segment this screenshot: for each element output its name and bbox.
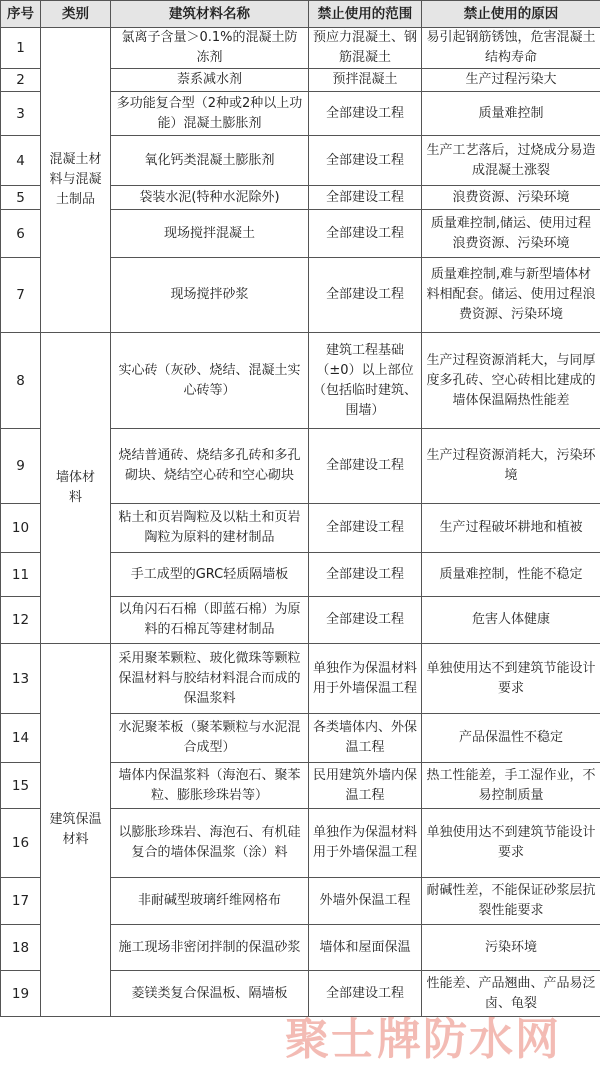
header-category: 类别 [41, 1, 111, 28]
prohibited-reason: 生产过程资源消耗大，与同厚度多孔砖、空心砖相比建成的墙体保温隔热性能差 [422, 333, 600, 429]
header-scope: 禁止使用的范围 [309, 1, 422, 28]
row-no: 13 [1, 644, 41, 714]
prohibited-scope: 全部建设工程 [309, 597, 422, 644]
prohibited-reason: 浪费资源、污染环境 [422, 186, 600, 210]
prohibited-reason: 生产工艺落后，过烧成分易造成混凝土涨裂 [422, 136, 600, 186]
row-no: 17 [1, 878, 41, 925]
header-material-name: 建筑材料名称 [111, 1, 309, 28]
row-no: 4 [1, 136, 41, 186]
material-name: 氧化钙类混凝土膨胀剂 [111, 136, 309, 186]
row-no: 2 [1, 69, 41, 92]
watermark: 聚士牌防水网 [285, 1014, 561, 1065]
row-no: 14 [1, 714, 41, 763]
prohibited-scope: 各类墙体内、外保温工程 [309, 714, 422, 763]
material-name: 现场搅拌砂浆 [111, 258, 309, 333]
category-cell: 墙体材料 [41, 333, 111, 644]
row-no: 15 [1, 763, 41, 809]
prohibited-scope: 民用建筑外墙内保温工程 [309, 763, 422, 809]
material-name: 施工现场非密闭拌制的保温砂浆 [111, 925, 309, 971]
row-no: 19 [1, 971, 41, 1017]
row-no: 5 [1, 186, 41, 210]
material-name: 以角闪石石棉（即蓝石棉）为原料的石棉瓦等建材制品 [111, 597, 309, 644]
prohibited-reason: 耐碱性差，不能保证砂浆层抗裂性能要求 [422, 878, 600, 925]
row-no: 12 [1, 597, 41, 644]
table-row [1, 28, 600, 69]
material-name: 烧结普通砖、烧结多孔砖和多孔砌块、烧结空心砖和空心砌块 [111, 429, 309, 504]
prohibited-reason: 质量难控制 [422, 92, 600, 136]
material-name: 现场搅拌混凝土 [111, 210, 309, 258]
material-name: 多功能复合型（2种或2种以上功能）混凝土膨胀剂 [111, 92, 309, 136]
prohibited-reason: 性能差、产品翘曲、产品易泛卤、龟裂 [422, 971, 600, 1017]
prohibited-scope: 单独作为保温材料用于外墙保温工程 [309, 644, 422, 714]
prohibited-reason: 生产过程破坏耕地和植被 [422, 504, 600, 553]
row-no: 3 [1, 92, 41, 136]
prohibited-scope: 外墙外保温工程 [309, 878, 422, 925]
row-no: 6 [1, 210, 41, 258]
material-name: 非耐碱型玻璃纤维网格布 [111, 878, 309, 925]
material-name: 以膨胀珍珠岩、海泡石、有机硅复合的墙体保温浆（涂）料 [111, 809, 309, 878]
material-name: 萘系减水剂 [111, 69, 309, 92]
prohibited-scope: 预拌混凝土 [309, 69, 422, 92]
prohibited-reason: 危害人体健康 [422, 597, 600, 644]
prohibited-reason: 质量难控制，性能不稳定 [422, 553, 600, 597]
prohibited-reason: 单独使用达不到建筑节能设计要求 [422, 644, 600, 714]
material-name: 粘土和页岩陶粒及以粘土和页岩陶粒为原料的建材制品 [111, 504, 309, 553]
material-name: 墙体内保温浆料（海泡石、聚苯粒、膨胀珍珠岩等） [111, 763, 309, 809]
prohibited-reason: 生产过程污染大 [422, 69, 600, 92]
material-name: 菱镁类复合保温板、隔墙板 [111, 971, 309, 1017]
row-no: 7 [1, 258, 41, 333]
prohibited-scope: 建筑工程基础（±0）以上部位（包括临时建筑、围墙） [309, 333, 422, 429]
material-name: 水泥聚苯板（聚苯颗粒与水泥混合成型） [111, 714, 309, 763]
row-no: 16 [1, 809, 41, 878]
prohibited-scope: 全部建设工程 [309, 258, 422, 333]
prohibited-scope: 单独作为保温材料用于外墙保温工程 [309, 809, 422, 878]
prohibited-scope: 墙体和屋面保温 [309, 925, 422, 971]
table-row [1, 644, 600, 714]
header-no: 序号 [1, 1, 41, 28]
prohibited-reason: 产品保温性不稳定 [422, 714, 600, 763]
prohibited-scope: 全部建设工程 [309, 92, 422, 136]
prohibited-reason: 易引起钢筋锈蚀，危害混凝土结构寿命 [422, 28, 600, 69]
header-reason: 禁止使用的原因 [422, 1, 600, 28]
prohibited-reason: 单独使用达不到建筑节能设计要求 [422, 809, 600, 878]
prohibited-scope: 全部建设工程 [309, 429, 422, 504]
prohibited-scope: 全部建设工程 [309, 136, 422, 186]
prohibited-scope: 预应力混凝土、钢筋混凝土 [309, 28, 422, 69]
table-header-row [1, 1, 600, 28]
material-name: 实心砖（灰砂、烧结、混凝土实心砖等） [111, 333, 309, 429]
prohibited-scope: 全部建设工程 [309, 971, 422, 1017]
prohibited-reason: 热工性能差，手工湿作业，不易控制质量 [422, 763, 600, 809]
prohibited-scope: 全部建设工程 [309, 504, 422, 553]
row-no: 11 [1, 553, 41, 597]
row-no: 9 [1, 429, 41, 504]
row-no: 10 [1, 504, 41, 553]
category-cell: 混凝土材料与混凝土制品 [41, 28, 111, 333]
prohibited-reason: 生产过程资源消耗大，污染环境 [422, 429, 600, 504]
prohibited-scope: 全部建设工程 [309, 186, 422, 210]
category-cell: 建筑保温材料 [41, 644, 111, 1017]
prohibited-scope: 全部建设工程 [309, 210, 422, 258]
material-name: 手工成型的GRC轻质隔墙板 [111, 553, 309, 597]
material-name: 采用聚苯颗粒、玻化微珠等颗粒保温材料与胶结材料混合而成的保温浆料 [111, 644, 309, 714]
table-row [1, 333, 600, 429]
material-name: 氯离子含量＞0.1%的混凝土防冻剂 [111, 28, 309, 69]
row-no: 18 [1, 925, 41, 971]
row-no: 1 [1, 28, 41, 69]
row-no: 8 [1, 333, 41, 429]
prohibited-reason: 质量难控制,储运、使用过程浪费资源、污染环境 [422, 210, 600, 258]
prohibited-reason: 污染环境 [422, 925, 600, 971]
prohibited-scope: 全部建设工程 [309, 553, 422, 597]
prohibited-reason: 质量难控制,难与新型墙体材料相配套。储运、使用过程浪费资源、污染环境 [422, 258, 600, 333]
material-name: 袋装水泥(特种水泥除外) [111, 186, 309, 210]
